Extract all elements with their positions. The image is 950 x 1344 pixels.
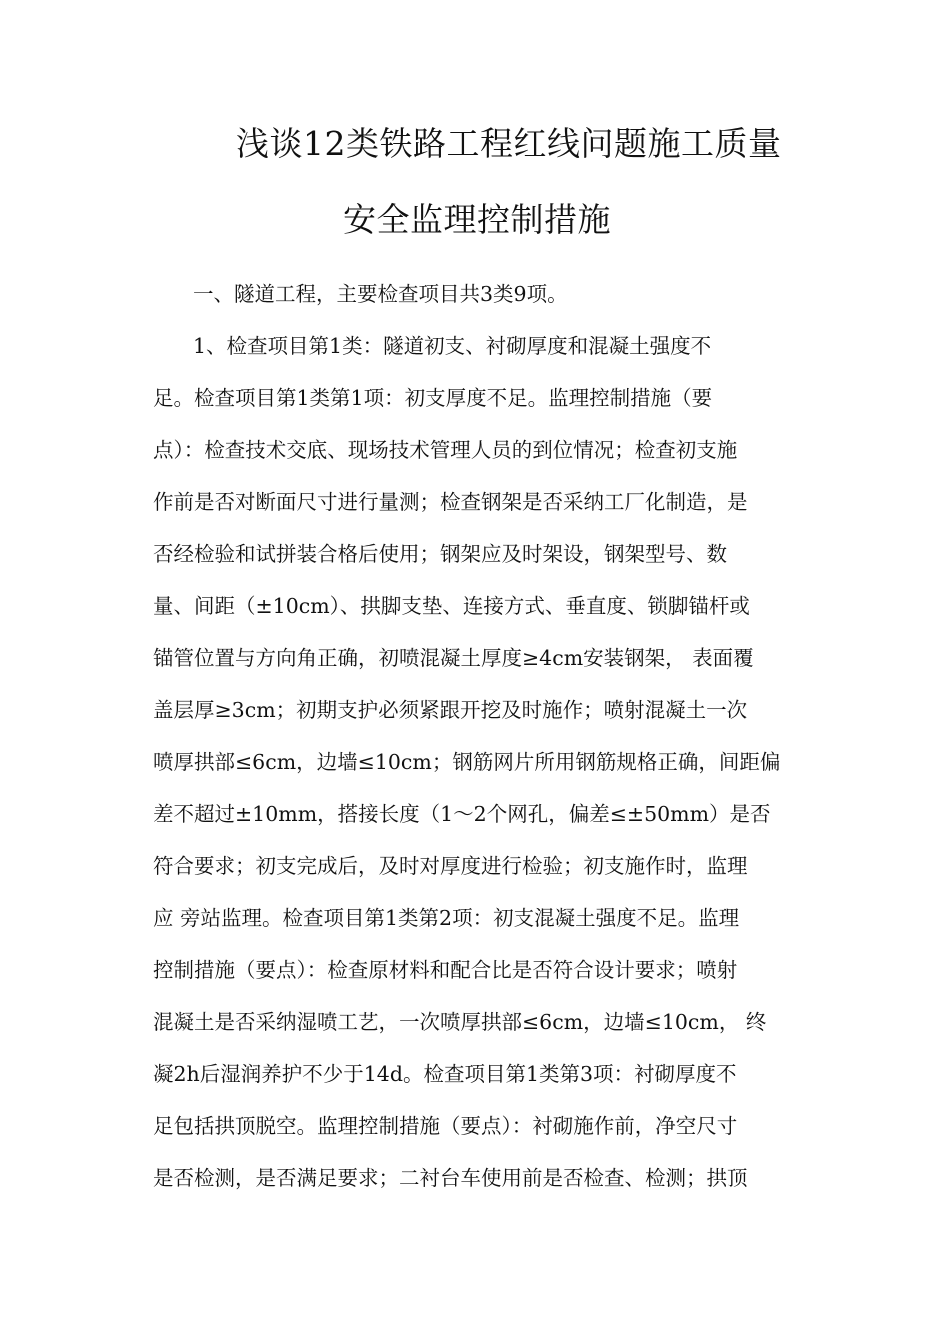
paragraph-line: 锚管位置与方向角正确，初喷混凝土厚度≥4cm安装钢架， 表面覆 [153,646,754,670]
paragraph-line: 足包括拱顶脱空。监理控制措施（要点）：衬砌施作前，净空尺寸 [153,1114,738,1138]
paragraph-line: 控制措施（要点）：检查原材料和配合比是否符合设计要求；喷射 [153,958,738,982]
paragraph-line: 作前是否对断面尺寸进行量测；检查钢架是否采纳工厂化制造，是 [153,490,748,514]
paragraph-line: 符合要求；初支完成后，及时对厚度进行检验；初支施作时，监理 [153,854,748,878]
paragraph-line: 是否检测，是否满足要求；二衬台车使用前是否检查、检测；拱顶 [153,1166,748,1190]
document-title-line-1: 浅谈12类铁路工程红线问题施工质量 [236,124,782,163]
paragraph-line: 量、间距（±10cm）、拱脚支垫、连接方式、垂直度、锁脚锚杆或 [153,594,750,618]
paragraph-line: 点）：检查技术交底、现场技术管理人员的到位情况；检查初支施 [153,438,738,462]
paragraph-line: 否经检验和试拼装合格后使用；钢架应及时架设，钢架型号、数 [153,542,727,566]
paragraph-line: 1、检查项目第1类：隧道初支、衬砌厚度和混凝土强度不 [193,334,712,358]
paragraph-line: 凝2h后湿润养护不少于14d。检查项目第1类第3项：衬砌厚度不 [153,1062,737,1086]
paragraph-line: 足。检查项目第1类第1项：初支厚度不足。监理控制措施（要 [153,386,713,410]
paragraph-line: 喷厚拱部≤6cm，边墙≤10cm；钢筋网片所用钢筋规格正确，间距偏 [153,750,781,774]
paragraph-line: 应 旁站监理。检查项目第1类第2项：初支混凝土强度不足。监理 [153,906,740,930]
document-title-line-2: 安全监理控制措施 [343,200,611,239]
paragraph-line: 混凝土是否采纳湿喷工艺，一次喷厚拱部≤6cm，边墙≤10cm， 终 [153,1010,767,1034]
paragraph-line: 差不超过±10mm，搭接长度（1～2个网孔，偏差≤±50mm）是否 [153,802,771,826]
section-heading: 一、隧道工程，主要检查项目共3类9项。 [193,282,568,306]
paragraph-line: 盖层厚≥3cm；初期支护必须紧跟开挖及时施作；喷射混凝土一次 [153,698,748,722]
